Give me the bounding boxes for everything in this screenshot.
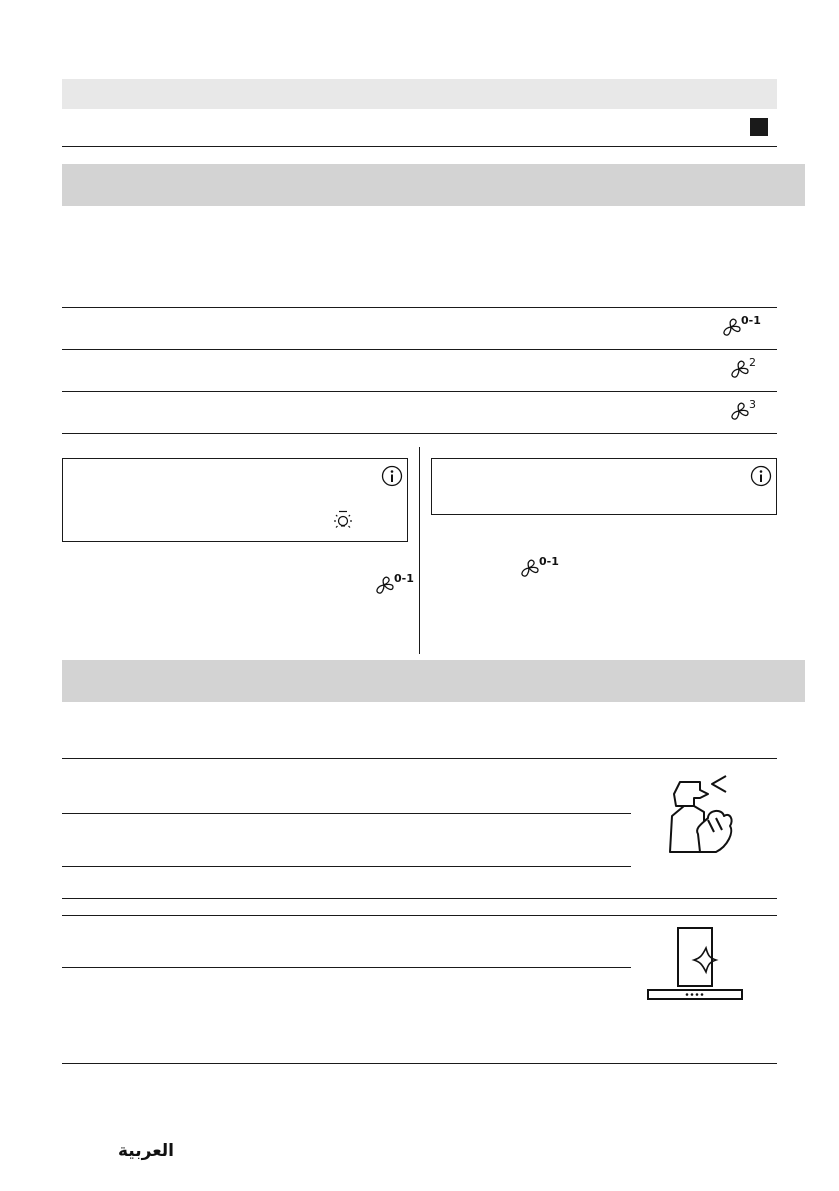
- table-rule: [62, 967, 631, 968]
- table-rule: [62, 813, 631, 814]
- fan-icon: [720, 316, 742, 338]
- fan-speed-label: 3: [749, 398, 756, 411]
- fan-icon: [728, 400, 750, 422]
- table-rule: [62, 915, 777, 916]
- fan-speed-row-3: [728, 400, 756, 422]
- inline-fan-right: [518, 557, 559, 579]
- divider: [62, 146, 777, 147]
- table-rule: [62, 1063, 777, 1064]
- fan-speed-row-2: [728, 358, 756, 380]
- table-rule: [62, 433, 777, 434]
- table-rule: [62, 391, 777, 392]
- info-icon: [750, 465, 772, 487]
- cooker-hood-icon: [646, 926, 744, 1002]
- section-band-care-cleaning: [62, 660, 805, 702]
- light-bulb-icon: [331, 509, 355, 533]
- fan-icon: [373, 574, 395, 596]
- footer-language-label: العربية: [118, 1141, 175, 1161]
- section-band-operation: [62, 164, 805, 206]
- fan-icon: [728, 358, 750, 380]
- fan-speed-label: 0-1: [539, 555, 559, 568]
- fan-speed-label: 0-1: [394, 572, 414, 585]
- table-rule: [62, 349, 777, 350]
- column-divider: [419, 447, 420, 654]
- stop-square-icon: [750, 118, 768, 136]
- table-rule: [62, 898, 777, 899]
- fan-icon: [518, 557, 540, 579]
- table-rule: [62, 758, 777, 759]
- info-note-left: [62, 458, 408, 542]
- top-header-band: [62, 79, 777, 109]
- inline-fan-left: [373, 574, 414, 596]
- table-rule: [62, 866, 631, 867]
- table-rule: [62, 307, 777, 308]
- fan-speed-label: 2: [749, 356, 756, 369]
- fan-speed-label: 0-1: [741, 314, 761, 327]
- spray-and-cloth-icon: [664, 772, 748, 856]
- info-note-right: [431, 458, 777, 515]
- fan-speed-row-1: [720, 316, 761, 338]
- info-icon: [381, 465, 403, 487]
